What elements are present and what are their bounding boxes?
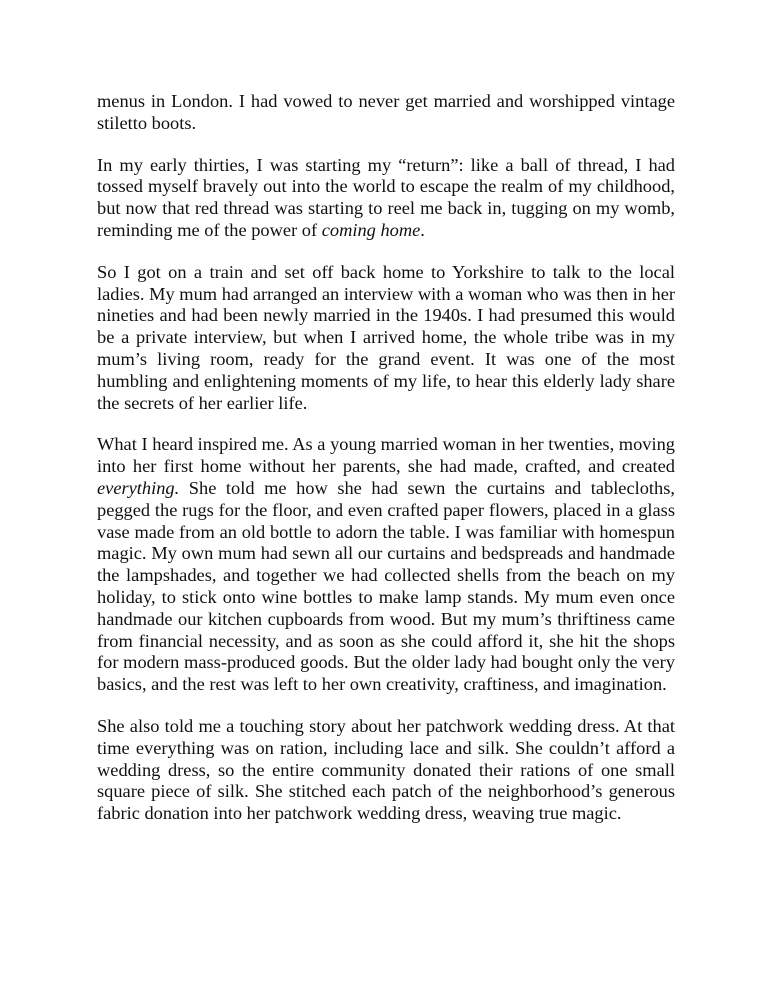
paragraph-1-text: menus in London. I had vowed to never get married and worshipped vintage stiletto boots. bbox=[97, 91, 675, 133]
paragraph-2 bbox=[97, 155, 675, 242]
paragraph-2-italic-phrase: coming home bbox=[321, 219, 421, 240]
paragraph-2-end: . bbox=[420, 219, 425, 240]
paragraph-4-italic-word: everything. bbox=[97, 477, 180, 498]
paragraph-3 bbox=[97, 262, 675, 415]
paragraph-4-text-end: She told me how she had sewn the curtains and tablecloths, pegged the rugs for the floor, and even crafted paper flowers, placed in a glass vase made from an old bottle to adorn the table. I was familiar with homespun magic. My own mum had sewn all our curtains and bedspreads and handmade the lampshades, and together we had collected shells from the beach on my holiday, to stick onto wine bottles to make lamp stands. My mum even once handmade our kitchen cupboards from wood. But my mum’s thriftiness came from financial necessity, and as soon as she could afford it, she hit the shops for modern mass-produced goods. But the older lady had bought only the very basics, and the rest was left to her own creativity, craftiness, and imagination. bbox=[97, 477, 675, 695]
paragraph-1 bbox=[97, 91, 675, 135]
page-body bbox=[97, 91, 675, 845]
paragraph-5 bbox=[97, 716, 675, 825]
paragraph-4 bbox=[97, 434, 675, 696]
paragraph-4-text-start: What I heard inspired me. As a young married woman in her twenties, moving into her first home without her parents, she had made, crafted, and created bbox=[97, 434, 675, 477]
paragraph-5-text: She also told me a touching story about her patchwork wedding dress. At that time everything was on ration, including lace and silk. She couldn’t afford a wedding dress, so the entire community donated their rations of one small square piece of silk. She stitched each patch of the neighborhood’s generous fabric donation into her patchwork wedding dress, weaving true magic. bbox=[97, 715, 675, 824]
paragraph-3-text: So I got on a train and set off back home to Yorkshire to talk to the local ladies. My mum had arranged an interview with a woman who was then in her nineties and had been newly married in the 1940s. I had presumed this would be a private interview, but when I arrived home, the whole tribe was in my mum’s living room, ready for the grand event. It was one of the most humbling and enlightening moments of my life, to hear this elderly lady share the secrets of her earlier life. bbox=[97, 261, 675, 413]
paragraph-2-text: In my early thirties, I was starting my “return”: like a ball of thread, I had tossed myself bravely out into the world to escape the realm of my childhood, but now that red thread was starting to reel me back in, tugging on my womb, reminding me of the power of bbox=[97, 154, 675, 240]
